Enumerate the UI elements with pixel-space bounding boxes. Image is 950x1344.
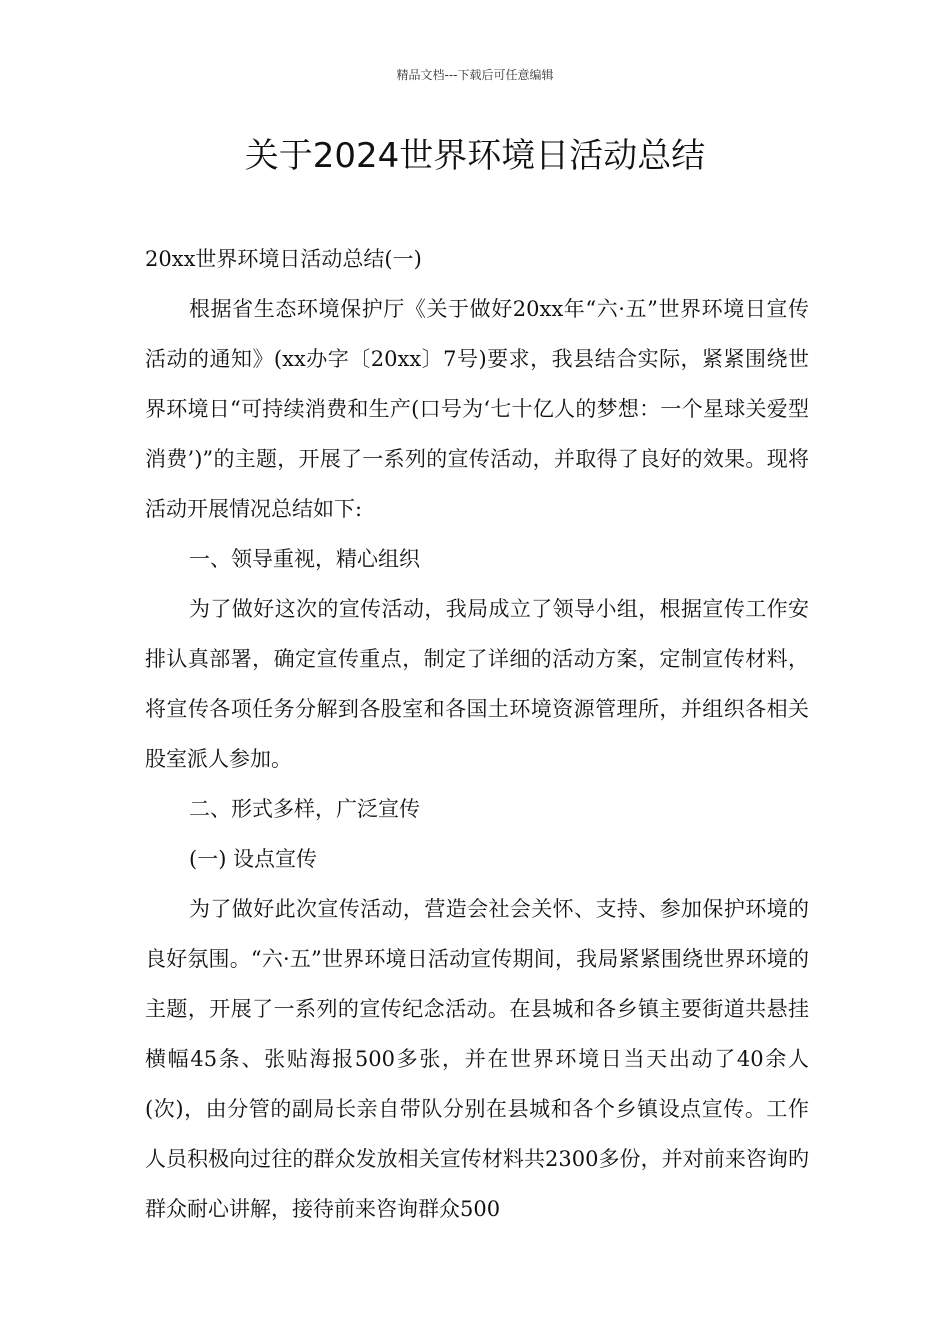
subsection-heading: 一、领导重视，精心组织 — [189, 547, 420, 571]
document-title: 关于2024世界环境日活动总结 — [244, 136, 706, 176]
body-paragraph: 为了做好这次的宣传活动，我局成立了领导小组，根据宣传工作安排认真部署，确定宣传重点，制定了详细的活动方案，定制宣传材料，将宣传各项任务分解到各股室和各国土环境资源管理所，并组织各相关股室派人参加。 — [145, 597, 809, 771]
document-header-note: 精品文档---下载后可任意编辑 — [396, 68, 554, 82]
section-heading: 20xx世界环境日活动总结(一) — [145, 247, 422, 271]
document-body — [145, 234, 809, 1234]
subsection-heading: (一) 设点宣传 — [189, 847, 318, 871]
subsection-heading: 二、形式多样，广泛宣传 — [189, 797, 420, 821]
body-paragraph: 为了做好此次宣传活动，营造会社会关怀、支持、参加保护环境的良好氛围。“六·五”世界环境日活动宣传期间，我局紧紧围绕世界环境的主题，开展了一系列的宣传纪念活动。在县城和各乡镇主要街道共悬挂横幅45条、张贴海报500多张，并在世界环境日当天出动了40余人(次)，由分管的副局长亲自带队分别在县城和各个乡镇设点宣传。工作人员积极向过往的群众发放相关宣传材料共2300多份，并对前来咨询旳群众耐心讲解，接待前来咨询群众500 — [145, 897, 809, 1221]
body-paragraph: 根据省生态环境保护厅《关于做好20xx年“六·五”世界环境日宣传活动的通知》(xx办字〔20xx〕7号)要求，我县结合实际，紧紧围绕世界环境日“可持续消费和生产(口号为‘七十亿人的梦想：一个星球关爱型消费’)”的主题，开展了一系列的宣传活动，并取得了良好的效果。现将活动开展情况总结如下: — [145, 297, 809, 521]
